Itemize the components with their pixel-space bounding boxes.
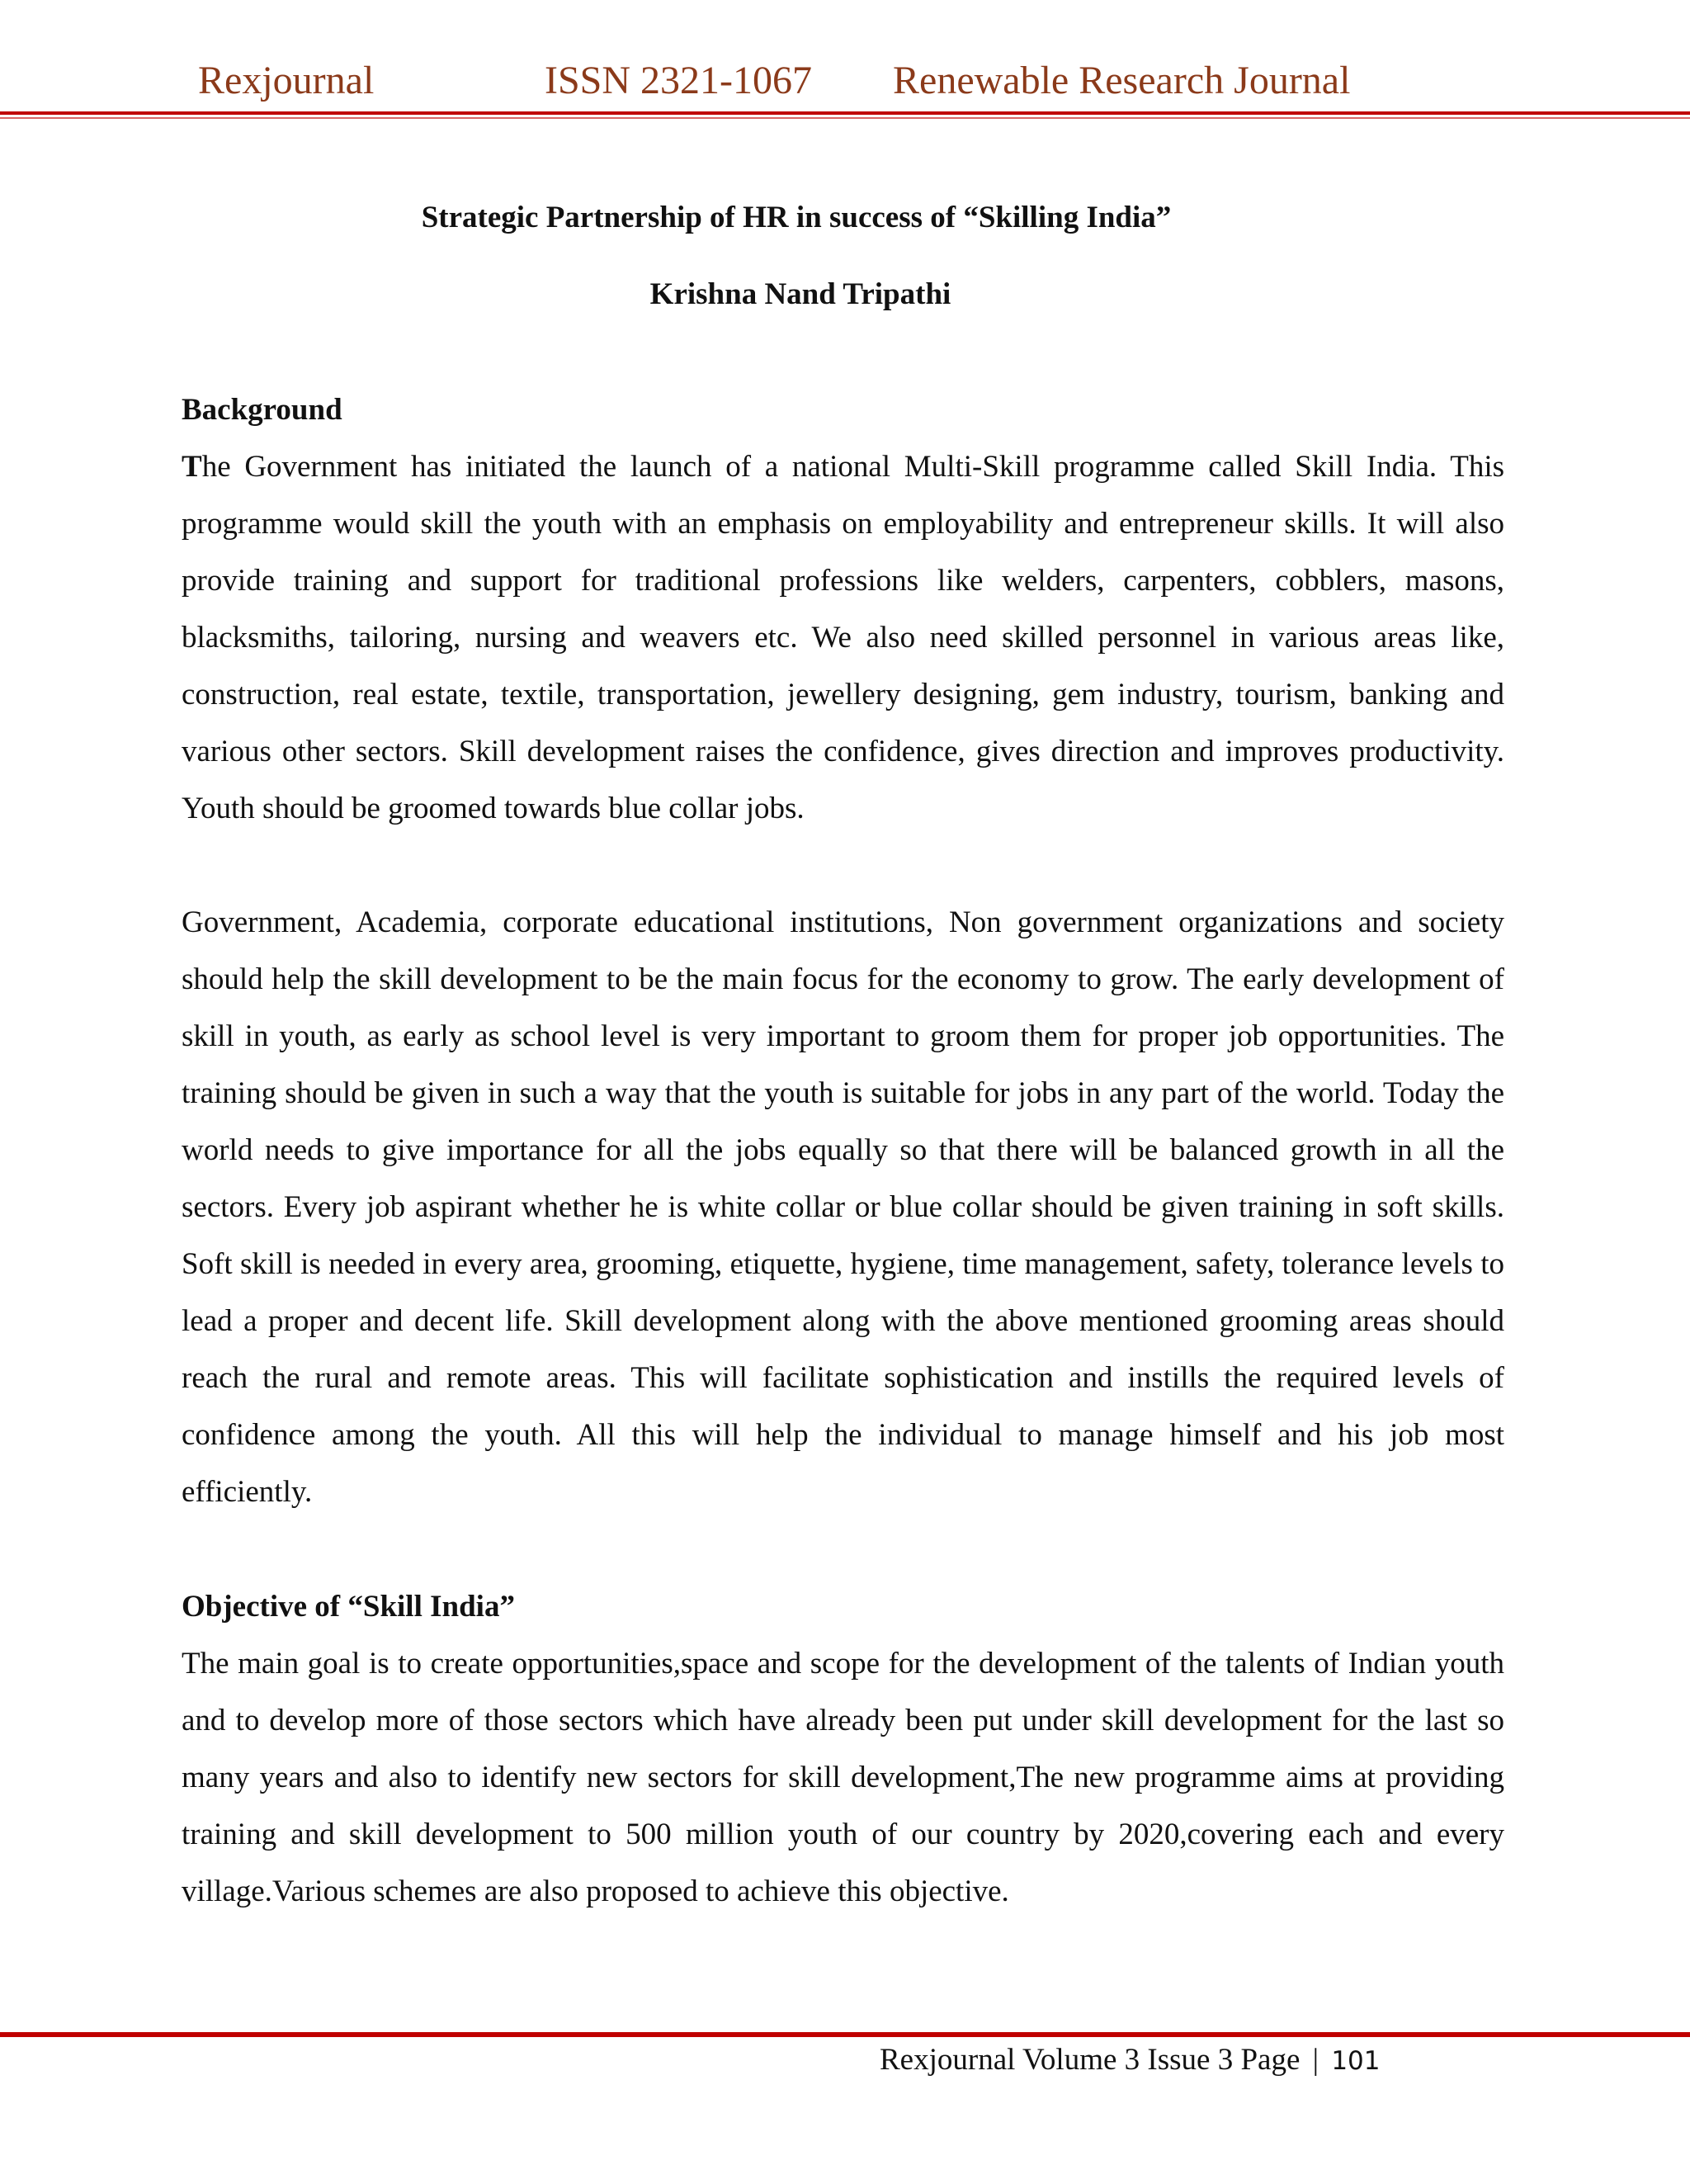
footer-rule (0, 2032, 1690, 2037)
article-title: Strategic Partnership of HR in success of “Skilling India” (421, 201, 1172, 234)
paragraph-background-1 (182, 438, 1504, 837)
section-background (182, 381, 1504, 837)
header-rule-secondary (0, 117, 1690, 119)
page-footer (880, 2042, 1380, 2078)
section-heading-objective: Objective of “Skill India” (182, 1590, 515, 1624)
footer-text: Rexjournal Volume 3 Issue 3 Page (880, 2043, 1301, 2077)
header-journal-full: Renewable Research Journal (893, 59, 1351, 102)
header-journal-short: Rexjournal (198, 59, 375, 102)
paragraph-objective-1: The main goal is to create opportunities,space and scope for the development of the talents of Indian youth and to develop more of those sectors which have already been put under skill development for the last so many years and also to identify new sectors for skill development,The new programme aims at providing training and skill development to 500 million youth of our country by 2020,covering each and every village.Various schemes are also proposed to achieve this objective. (182, 1647, 1504, 1908)
article-author: Krishna Nand Tripathi (649, 277, 951, 311)
page-number: 101 (1331, 2046, 1381, 2076)
running-header (0, 58, 1690, 107)
header-rule (0, 111, 1690, 115)
section-heading-background: Background (182, 393, 342, 427)
paragraph-background-1-text: he Government has initiated the launch of a national Multi-Skill programme called Skill India. This programme would skill the youth with an emphasis on employability and entrepreneur skills. It will also provide training and support for traditional professions like welders, carpenters, cobblers, masons, blacksmiths, tailoring, nursing and weavers etc. We also need skilled personnel in various areas like, construction, real estate, textile, transportation, jewellery designing, gem industry, tourism, banking and various other sectors. Skill development raises the confidence, gives direction and improves productivity. Youth should be groomed towards blue collar jobs. (182, 450, 1504, 825)
footer-separator: | (1312, 2043, 1319, 2077)
drop-cap: T (182, 450, 202, 484)
section-objective (182, 1578, 1504, 1920)
paragraph-background-2: Government, Academia, corporate educational institutions, Non government organizations and society should help the skill development to be the main focus for the economy to grow. The early development of skill in youth, as early as school level is very important to groom them for proper job opportunities. The training should be given in such a way that the youth is suitable for jobs in any part of the world. Today the world needs to give importance for all the jobs equally so that there will be balanced growth in all the sectors. Every job aspirant whether he is white collar or blue collar should be given training in soft skills. Soft skill is needed in every area, grooming, etiquette, hygiene, time management, safety, tolerance levels to lead a proper and decent life. Skill development along with the above mentioned grooming areas should reach the rural and remote areas. This will facilitate sophistication and instills the required levels of confidence among the youth. All this will help the individual to manage himself and his job most efficiently. (182, 905, 1504, 1509)
section-background-continued (182, 894, 1504, 1520)
header-issn: ISSN 2321-1067 (545, 59, 813, 102)
